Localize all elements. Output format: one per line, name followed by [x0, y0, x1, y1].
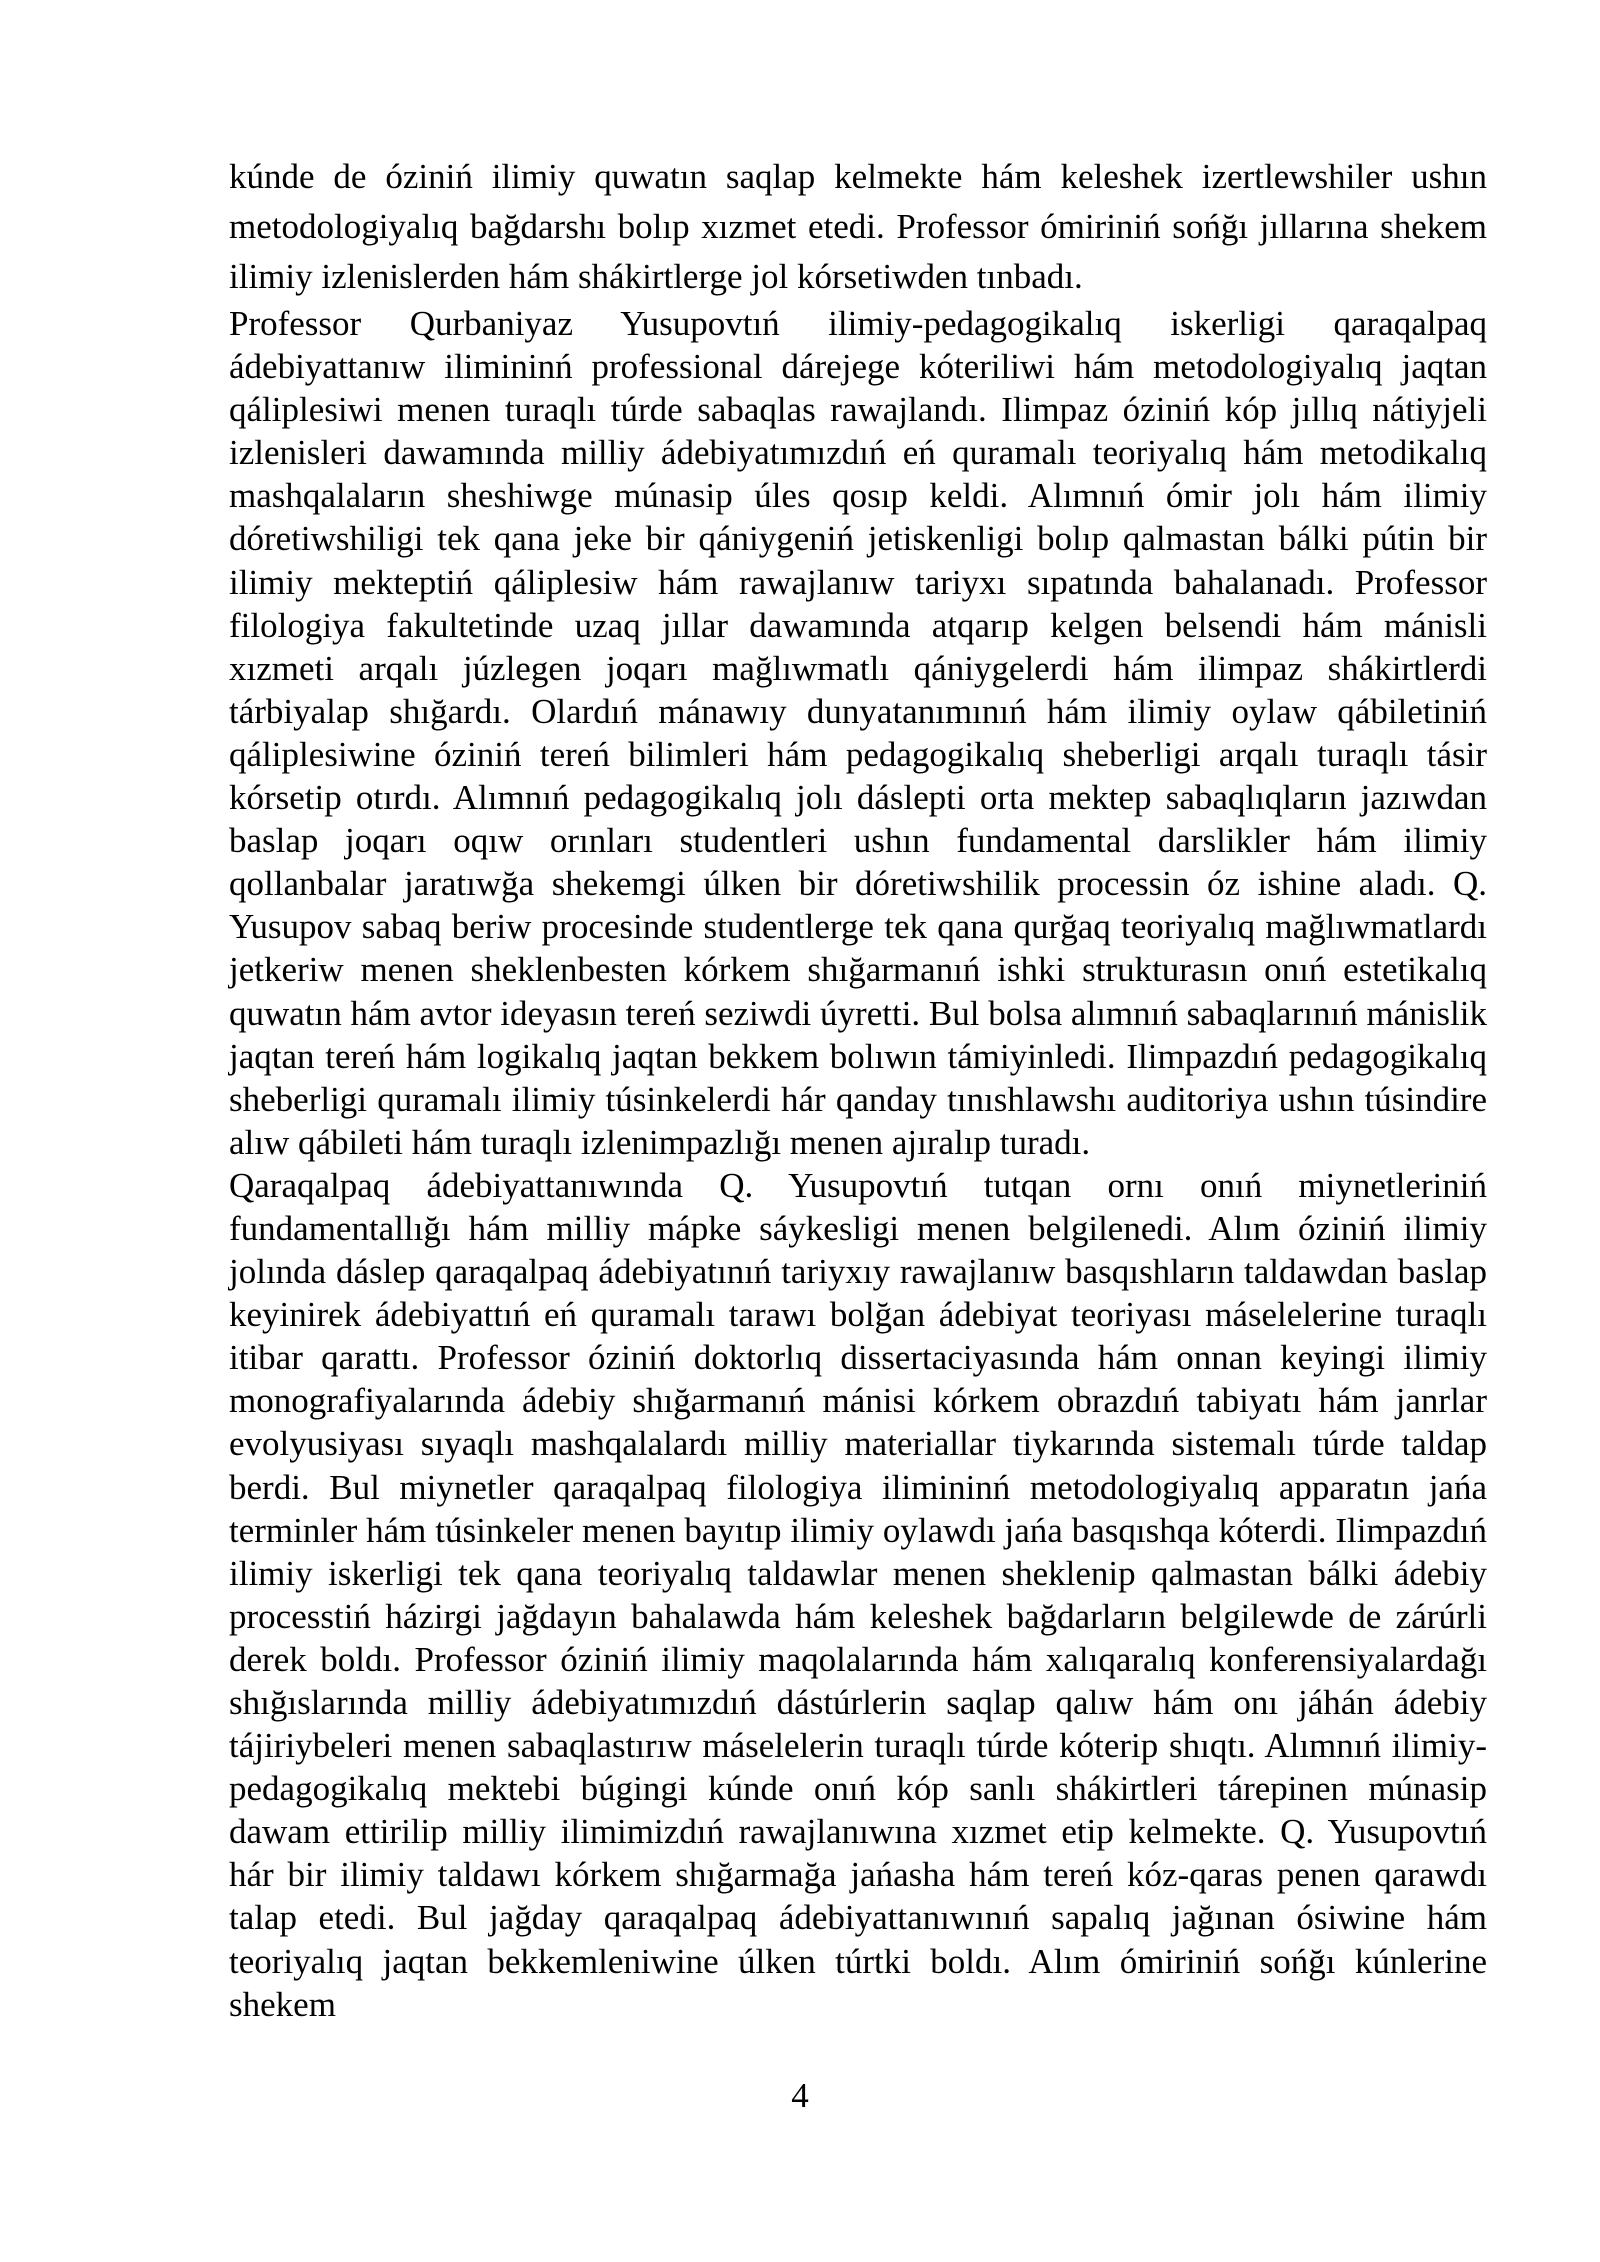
paragraph-continuation: kúnde de óziniń ilimiy quwatın saqlap kelmekte hám keleshek izertlewshiler ushın metodologiyalıq bağdarshı bolıp xızmet etedi. Professor ómiriniń sońğı jıllarına shekem ilimiy izlenislerden hám shákirtlerge jol kórsetiwden tınbadı.: [229, 157, 1487, 296]
paragraph-literary-studies-role: Qaraqalpaq ádebiyattanıwında Q. Yusupovtıń tutqan ornı onıń miynetleriniń fundamentallığı hám milliy mápke sáykesligi menen belgilenedi. Alım óziniń ilimiy jolında dáslep qaraqalpaq ádebiyatınıń tariyxıy rawajlanıw basqıshların taldawdan baslap keyinirek ádebiyattıń eń quramalı tarawı bolğan ádebiyat teoriyası máselelerine turaqlı itibar qarattı. Professor óziniń doktorlıq dissertaciyasında hám onnan keyingi ilimiy monografiyalarında ádebiy shığarmanıń mánisi kórkem obrazdıń tabiyatı hám janrlar evolyusiyası sıyaqlı mashqalalardı milliy materiallar tiykarında sistemalı túrde taldap berdi. Bul miynetler qaraqalpaq filologiya ilimininń metodologiyalıq apparatın jańa terminler hám túsinkeler menen bayıtıp ilimiy oylawdı jańa basqıshqa kóterdi. Ilimpazdıń ilimiy iskerligi tek qana teoriyalıq taldawlar menen sheklenip qalmastan bálki ádebiy processtiń házirgi jağdayın bahalawda hám keleshek bağdarların belgilewde de zárúrli derek boldı. Professor óziniń ilimiy maqolalarında hám xalıqaralıq konferensiyalardağı shığıslarında milliy ádebiyatımızdıń dástúrlerin saqlap qalıw hám onı jáhán ádebiy tájiriybeleri menen sabaqlastırıw máselelerin turaqlı túrde kóterip shıqtı. Alımnıń ilimiy-pedagogikalıq mektebi búgingi kúnde onıń kóp sanlı shákirtleri tárepinen múnasip dawam ettirilip milliy ilimimizdıń rawajlanıwına xızmet etip kelmekte. Q. Yusupovtıń hár bir ilimiy taldawı kórkem shığarmağa jańasha hám tereń kóz-qaras penen qarawdı talap etedi. Bul jağday qaraqalpaq ádebiyattanıwınıń sapalıq jağınan ósiwine hám teoriyalıq jaqtan bekkemleniwine úlken túrtki boldı. Alım ómiriniń sońğı kúnlerine shekem: [229, 1165, 1487, 2024]
paragraph-pedagogical-activity: Professor Qurbaniyaz Yusupovtıń ilimiy-pedagogikalıq iskerligi qaraqalpaq ádebiyattanıw ilimininń professional dárejege kóteriliwi hám metodologiyalıq jaqtan qáliplesiwi menen turaqlı túrde sabaqlas rawajlandı. Ilimpaz óziniń kóp jıllıq nátiyjeli izlenisleri dawamında milliy ádebiyatımızdıń eń quramalı teoriyalıq hám metodikalıq mashqalaların sheshiwge múnasip úles qosıp keldi. Alımnıń ómir jolı hám ilimiy dóretiwshiligi tek qana jeke bir qániygeniń jetiskenligi bolıp qalmastan bálki pútin bir ilimiy mekteptiń qáliplesiw hám rawajlanıw tariyxı sıpatında bahalanadı. Professor filologiya fakultetinde uzaq jıllar dawamında atqarıp kelgen belsendi hám mánisli xızmeti arqalı júzlegen joqarı mağlıwmatlı qániygelerdi hám ilimpaz shákirtlerdi tárbiyalap shığardı. Olardıń mánawıy dunyatanımınıń hám ilimiy oylaw qábiletiniń qáliplesiwine óziniń tereń bilimleri hám pedagogikalıq sheberligi arqalı turaqlı tásir kórsetip otırdı. Alımnıń pedagogikalıq jolı dáslepti orta mektep sabaqlıqların jazıwdan baslap joqarı oqıw orınları studentleri ushın fundamental darslikler hám ilimiy qollanbalar jaratıwğa shekemgi úlken bir dóretiwshilik processin óz ishine aladı. Q. Yusupov sabaq beriw procesinde studentlerge tek qana qurğaq teoriyalıq mağlıwmatlardı jetkeriw menen sheklenbesten kórkem shığarmanıń ishki strukturasın onıń estetikalıq quwatın hám avtor ideyasın tereń seziwdi úyretti. Bul bolsa alımnıń sabaqlarınıń mánislik jaqtan tereń hám logikalıq jaqtan bekkem bolıwın támiyinledi. Ilimpazdıń pedagogikalıq sheberligi quramalı ilimiy túsinkelerdi hár qanday tınıshlawshı auditoriya ushın túsindire alıw qábileti hám turaqlı izlenimpazlığı menen ajıralıp turadı.: [229, 304, 1487, 1162]
body-text: [229, 152, 1487, 2026]
page-number: 4: [791, 2076, 809, 2115]
